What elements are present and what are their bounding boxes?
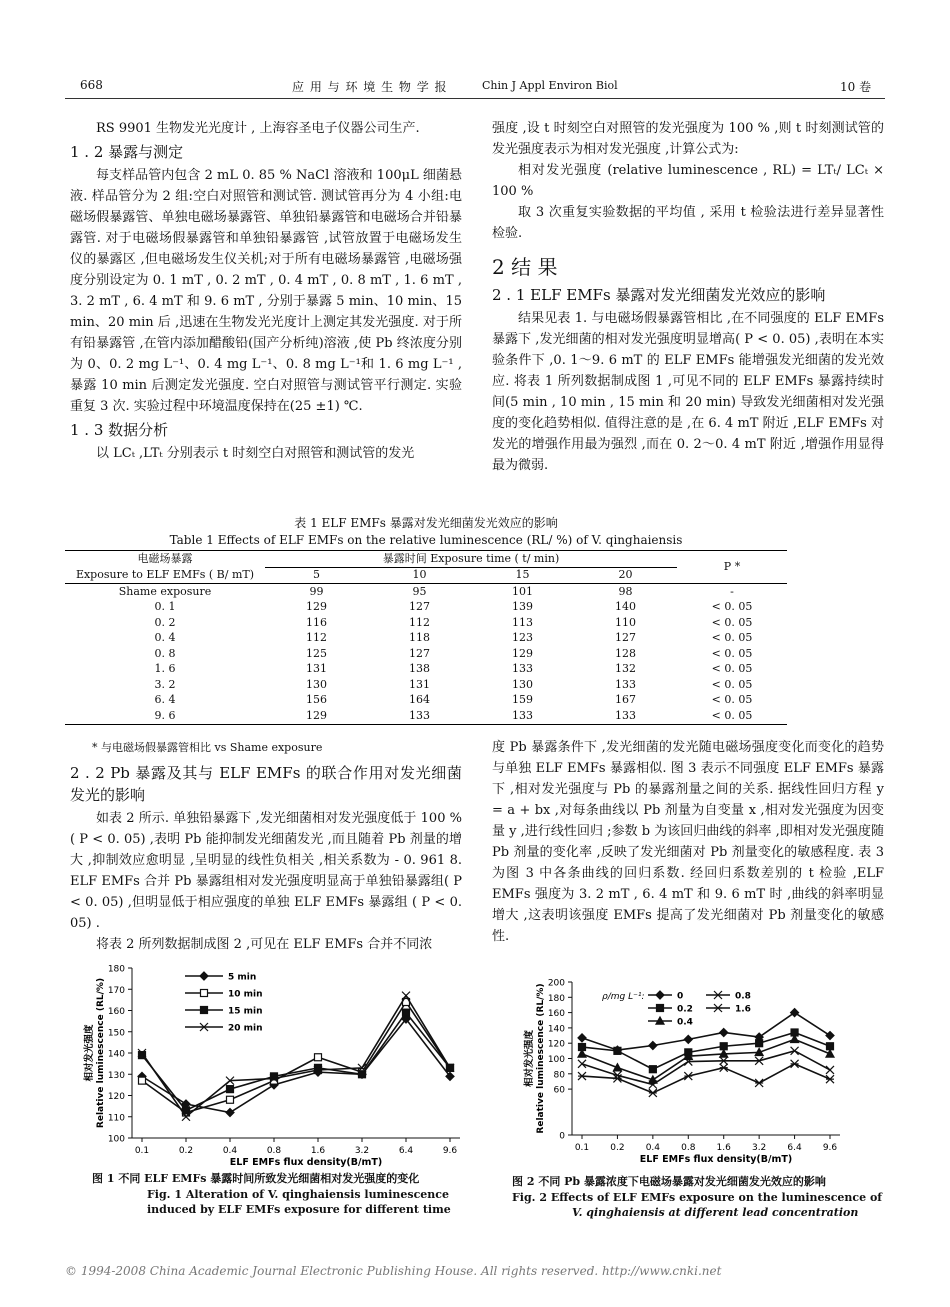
- table-row: [65, 600, 787, 616]
- data-point: [578, 1060, 586, 1068]
- table-cell: 156: [306, 693, 327, 707]
- data-point: [755, 1079, 763, 1087]
- x-tick-label: 0.8: [266, 1146, 282, 1156]
- left-column-lower: [70, 760, 462, 955]
- data-point: [227, 1086, 234, 1093]
- y-tick-label: 140: [107, 1049, 125, 1060]
- y-tick-label: 160: [107, 1007, 125, 1017]
- heading-1-2: 1 . 2 暴露与测定: [70, 143, 184, 161]
- table-cell: 159: [512, 693, 533, 707]
- table-cell: 127: [409, 600, 430, 614]
- table-row: [65, 662, 787, 678]
- figure-2-chart: [524, 970, 890, 1175]
- table-cell: 125: [306, 646, 327, 660]
- legend-item: [185, 972, 256, 983]
- fig1-caption-en-2: induced by ELF EMFs exposure for different time: [147, 1203, 451, 1216]
- x-tick-label: 0.1: [134, 1146, 150, 1156]
- y-tick-label: 100: [107, 1134, 125, 1145]
- data-point: [226, 1109, 234, 1117]
- series-15-min: [139, 1006, 454, 1114]
- table-cell: 3. 2: [154, 677, 176, 691]
- x-tick-label: 9.6: [442, 1146, 458, 1156]
- formula: 相对发光强度 (relative luminescence , RL) = LTₜ/ LCₜ × 100 %: [492, 163, 884, 199]
- table-cell: 130: [512, 677, 533, 691]
- table1-title-cn: 表 1 ELF EMFs 暴露对发光细菌发光效应的影响: [294, 516, 558, 530]
- table-cell: < 0. 05: [711, 677, 753, 691]
- y-axis-label-cn: 相对发光强度: [524, 1029, 535, 1088]
- table-cell: < 0. 05: [711, 693, 753, 707]
- data-point: [649, 1041, 657, 1049]
- legend-item: [185, 1007, 263, 1017]
- data-point: [578, 1034, 586, 1042]
- heading-2-2: 2 . 2 Pb 暴露及其与 ELF EMFs 的联合作用对发光细菌发光的影响: [70, 764, 462, 804]
- fig1-caption-cn: 图 1 不同 ELF EMFs 暴露时间所致发光细菌相对发光强度的变化: [92, 1172, 420, 1185]
- table-cell: 138: [409, 662, 430, 676]
- journal-title-cn: 应 用 与 环 境 生 物 学 报: [292, 80, 448, 94]
- table-cell: < 0. 05: [711, 646, 753, 660]
- table-cell: 101: [512, 584, 533, 598]
- data-point: [826, 1075, 834, 1083]
- y-tick-label: 100: [547, 1055, 565, 1065]
- table1-footnote: * 与电磁场假暴露管相比 vs Shame exposure: [92, 741, 323, 754]
- data-point: [756, 1040, 763, 1047]
- paragraph-exposure: 每支样品管内包含 2 mL 0. 85 % NaCl 溶液和 100μL 细菌悬液. 样品管分为 2 组:空白对照管和测试管. 测试管再分为 4 小组:电磁场假暴露管、单独电磁场暴露管、单独铅暴露管和电磁场合并铅暴露管. 对于电磁场假暴露管和单独铅暴露管 ,试管放置于电磁场发生仪的暴露区 ,但电磁场发生仪关机;对于所有电磁场暴露管 ,电磁场强度分别设定为 0. 1 mT , 0. 2 mT , 0. 4 mT , 0. 8 mT , 1. 6 mT , 3. 2 mT , 6. 4 mT 和 9. 6 mT , 分别于暴露 5 min、10 min、15 min、20 min 后 ,迅速在生物发光光度计上测定其发光强度. 对于所有铅暴露管 ,在管内添加醋酸铅(国产分析纯)溶液 ,使 Pb 终浓度分别为 0、0. 2 mg L⁻¹、0. 4 mg L⁻¹、0. 8 mg L⁻¹和 1. 6 mg L⁻¹ ,暴露 10 min 后测定发光强度. 空白对照管与测试管平行测定. 实验重复 3 次. 实验过程中环境温度保持在(25 ±1) ℃.: [70, 168, 462, 414]
- data-point: [201, 1007, 208, 1014]
- heading-2-results: 2 结 果: [492, 255, 558, 279]
- table-row: [65, 584, 787, 600]
- paragraph-continued: 强度 ,设 t 时刻空白对照管的发光强度为 100 % ,则 t 时刻测试管的发光强度表示为相对发光强度 ,计算公式为:: [492, 121, 884, 157]
- x-tick-label: 0.4: [645, 1143, 661, 1153]
- heading-2-1: 2 . 1 ELF EMFs 暴露对发光细菌发光效应的影响: [492, 286, 826, 304]
- table-cell: 128: [615, 646, 636, 660]
- table-cell: -: [730, 584, 734, 598]
- copyright-footer: © 1994-2008 China Academic Journal Electronic Publishing House. All rights reserved. http://www.cnki.net: [65, 1264, 722, 1278]
- table-cell: 116: [306, 615, 327, 629]
- right-column-lower: [492, 737, 884, 947]
- table-cell: 140: [615, 600, 636, 614]
- fig1-caption-en-1: Fig. 1 Alteration of V. qinghaiensis luminescence: [147, 1188, 449, 1201]
- table-cell: 0. 8: [154, 646, 176, 660]
- data-point: [578, 1072, 586, 1080]
- table-cell: 0. 2: [154, 615, 176, 629]
- y-axis-label-cn: 相对发光强度: [84, 1024, 95, 1082]
- paragraph-ttest: 取 3 次重复实验数据的平均值 , 采用 t 检验法进行差异显著性检验.: [492, 205, 884, 241]
- time-col: 15: [515, 568, 530, 582]
- data-point: [826, 1066, 834, 1074]
- data-point: [720, 1028, 728, 1036]
- p-header: P *: [723, 560, 741, 573]
- table1-title-en: Table 1 Effects of ELF EMFs on the relative luminescence (RL/ %) of V. qinghaiensis: [169, 533, 683, 547]
- x-tick-label: 9.6: [822, 1143, 838, 1153]
- legend-item: [648, 991, 683, 1002]
- y-tick-label: 120: [547, 1039, 565, 1050]
- y-tick-label: 150: [107, 1028, 125, 1039]
- table-cell: 0. 4: [154, 631, 176, 645]
- fig2-caption-en-2: V. qinghaiensis at different lead concentration: [572, 1206, 859, 1219]
- table-cell: 123: [512, 631, 533, 645]
- data-point: [200, 972, 208, 980]
- legend-label: 0.2: [677, 1004, 693, 1015]
- table1-body: [65, 584, 787, 725]
- legend-label: 20 min: [228, 1023, 263, 1034]
- data-point: [614, 1047, 621, 1054]
- col-group-cn: 电磁场暴露: [137, 552, 193, 565]
- x-tick-label: 3.2: [751, 1143, 767, 1153]
- x-tick-label: 0.4: [222, 1146, 238, 1156]
- x-tick-label: 0.2: [610, 1143, 625, 1153]
- data-point: [720, 1064, 728, 1072]
- table-cell: 6. 4: [154, 693, 176, 707]
- table-cell: < 0. 05: [711, 662, 753, 676]
- x-tick-label: 1.6: [716, 1143, 731, 1153]
- table-cell: 112: [409, 615, 430, 629]
- legend-item: [648, 1017, 693, 1028]
- y-tick-label: 110: [107, 1113, 125, 1124]
- x-tick-label: 6.4: [398, 1146, 414, 1156]
- paragraph-results: 结果见表 1. 与电磁场假暴露管相比 ,在不同强度的 ELF EMFs 暴露下 ,发光细菌的相对发光强度明显增高( P < 0. 05) ,表明在本实验条件下 ,0. 1～9. 6 mT 的 ELF EMFs 能增强发光细菌的发光效应. 将表 1 所列数据制成图 1 ,可见不同的 ELF EMFs 暴露持续时间(5 min , 10 min , 15 min 和 20 min) 导致发光细菌相对发光强度的变化趋势相似. 值得注意的是 ,在 6. 4 mT 附近 ,ELF EMFs 对发光的增强作用最为强烈 ,而在 0. 2～0. 4 mT 附近 ,增强作用显得最为微弱.: [492, 311, 884, 473]
- y-tick-label: 140: [547, 1024, 565, 1035]
- legend-label: 10 min: [228, 989, 263, 1000]
- data-point: [649, 1066, 656, 1073]
- table-cell: 98: [618, 584, 633, 598]
- data-point: [791, 1060, 799, 1068]
- table-cell: 99: [309, 584, 324, 598]
- y-tick-label: 180: [107, 964, 125, 975]
- data-point: [139, 1077, 146, 1084]
- series-line: [142, 1019, 450, 1113]
- table-cell: 110: [615, 615, 636, 629]
- y-tick-label: 0: [559, 1131, 565, 1142]
- legend-item: [706, 1004, 751, 1015]
- y-tick-label: 200: [547, 978, 565, 989]
- page-number: 668: [80, 78, 103, 92]
- table-cell: 133: [512, 708, 533, 722]
- table-cell: 130: [306, 677, 327, 691]
- col-group-en: Exposure to ELF EMFs ( B/ mT): [75, 568, 255, 581]
- table-cell: 0. 1: [154, 600, 176, 614]
- table-cell: < 0. 05: [711, 600, 753, 614]
- y-tick-label: 80: [553, 1070, 565, 1081]
- table-cell: 133: [615, 677, 636, 691]
- table-row: [65, 646, 787, 662]
- data-point: [657, 1005, 664, 1012]
- table-cell: 131: [409, 677, 430, 691]
- table-row: [65, 693, 787, 709]
- paragraph-device: RS 9901 生物发光光度计 , 上海容圣电子仪器公司生产.: [96, 121, 420, 136]
- figure-1-chart: [70, 960, 470, 1170]
- y-axis-label-en: Relative luminescence (RL/%): [96, 977, 106, 1129]
- x-tick-label: 0.8: [681, 1143, 696, 1153]
- journal-title-en: Chin J Appl Environ Biol: [482, 79, 618, 92]
- table-cell: 9. 6: [154, 708, 176, 722]
- table-cell: 133: [615, 708, 636, 722]
- table-cell: Shame exposure: [118, 584, 212, 598]
- data-point: [714, 1004, 722, 1012]
- table-1: [65, 550, 787, 725]
- x-tick-label: 0.1: [574, 1143, 590, 1153]
- table-cell: 113: [512, 615, 533, 629]
- table-cell: 129: [512, 646, 533, 660]
- left-column: [70, 118, 462, 464]
- series-5-min: [138, 1015, 454, 1117]
- legend-item: [648, 1005, 693, 1015]
- data-point: [403, 1009, 410, 1016]
- table-cell: 127: [409, 646, 430, 660]
- y-tick-label: 130: [107, 1070, 125, 1081]
- table-cell: 118: [409, 631, 430, 645]
- paragraph-table2: 如表 2 所示. 单独铅暴露下 ,发光细菌相对发光强度低于 100 % ( P < 0. 05) ,表明 Pb 能抑制发光细菌发光 ,而且随着 Pb 剂量的增大 ,抑制效应愈明显 ,呈明显的线性负相关 ,相关系数为 - 0. 961 8. ELF EMFs 合并 Pb 暴露组相对发光强度明显高于单独铅暴露组( P < 0. 05) ,但明显低于相应强度的单独 ELF EMFs 暴露组 ( P < 0. 05) .: [70, 811, 462, 931]
- fig2-caption-cn: 图 2 不同 Pb 暴露浓度下电磁场暴露对发光细菌发光效应的影响: [512, 1175, 826, 1188]
- legend-label: 0: [677, 991, 684, 1002]
- time-col: 20: [618, 568, 633, 582]
- paragraph-fig2: 将表 2 所列数据制成图 2 ,可见在 ELF EMFs 合并不同浓: [96, 937, 433, 952]
- table-cell: 131: [306, 662, 327, 676]
- data-point: [649, 1089, 657, 1097]
- right-column: [492, 118, 884, 476]
- table-cell: 127: [615, 631, 636, 645]
- table-cell: 112: [306, 631, 327, 645]
- table-cell: 139: [512, 600, 533, 614]
- table-row: [65, 615, 787, 631]
- heading-1-3: 1 . 3 数据分析: [70, 421, 169, 439]
- data-point: [684, 1072, 692, 1080]
- table-cell: 164: [409, 693, 430, 707]
- y-axis-label-en: Relative luminescence (RL/%): [536, 983, 546, 1134]
- table-cell: < 0. 05: [711, 615, 753, 629]
- time-col: 10: [412, 568, 427, 582]
- table-cell: 129: [306, 708, 327, 722]
- x-axis-label: ELF EMFs flux density(B/mT): [639, 1154, 793, 1165]
- table-cell: < 0. 05: [711, 708, 753, 722]
- y-tick-label: 60: [553, 1085, 565, 1096]
- y-tick-label: 160: [547, 1009, 565, 1020]
- y-tick-label: 180: [547, 993, 565, 1004]
- x-axis-label: ELF EMFs flux density(B/mT): [229, 1157, 383, 1168]
- legend-label: 0.8: [735, 991, 751, 1002]
- legend-label: 5 min: [228, 972, 257, 983]
- x-tick-label: 0.2: [178, 1146, 194, 1156]
- paragraph-continued-2: 度 Pb 暴露条件下 ,发光细菌的发光随电磁场强度变化而变化的趋势与单独 ELF EMFs 暴露相似. 图 3 表示不同强度 ELF EMFs 暴露下 ,相对发光强度与 Pb 的暴露剂量之间的关系. 据线性回归方程 y = a + bx ,对每条曲线以 Pb 剂量为自变量 x ,相对发光强度为因变量 y ,进行线性回归 ;参数 b 为该回归曲线的斜率 ,即相对发光强度随 Pb 剂量的变化率 ,反映了发光细菌对 Pb 剂量变化的敏感程度. 表 3 为图 3 中各条曲线的回归系数. 经回归系数差别的 t 检验 ,ELF EMFs 强度为 3. 2 mT , 6. 4 mT 和 9. 6 mT 时 ,曲线的斜率明显增大 ,这表明该强度 EMFs 提高了发光细菌对 Pb 剂量变化的敏感性.: [492, 740, 884, 944]
- legend-item: [185, 990, 263, 1000]
- data-point: [227, 1096, 234, 1103]
- table-cell: 1. 6: [154, 662, 176, 676]
- legend-title: ρ/mg L⁻¹:: [602, 992, 645, 1002]
- y-tick-label: 120: [107, 1092, 125, 1102]
- table-cell: 132: [615, 662, 636, 676]
- legend-item: [185, 1023, 263, 1034]
- legend-label: 0.4: [677, 1017, 693, 1028]
- y-tick-label: 170: [107, 985, 125, 996]
- x-tick-label: 1.6: [310, 1146, 326, 1156]
- paragraph-analysis: 以 LCₜ ,LTₜ 分别表示 t 时刻空白对照管和测试管的发光: [96, 446, 415, 461]
- table-cell: 167: [615, 693, 636, 707]
- legend-label: 15 min: [228, 1006, 263, 1017]
- legend-item: [706, 991, 751, 1002]
- table-cell: 133: [512, 662, 533, 676]
- data-point: [359, 1071, 366, 1078]
- table-cell: 133: [409, 708, 430, 722]
- data-point: [826, 1032, 834, 1040]
- table-row: [65, 631, 787, 647]
- table-cell: 95: [412, 584, 427, 598]
- time-col: 5: [313, 568, 320, 582]
- header-rule: [65, 98, 885, 99]
- table-row: [65, 677, 787, 693]
- time-header: 暴露时间 Exposure time ( t/ min): [265, 551, 677, 568]
- table-row: [65, 708, 787, 724]
- fig2-caption-en-1: Fig. 2 Effects of ELF EMFs exposure on the luminescence of: [512, 1191, 883, 1204]
- table-cell: 129: [306, 600, 327, 614]
- table-cell: < 0. 05: [711, 631, 753, 645]
- data-point: [201, 990, 208, 997]
- legend-label: 1.6: [735, 1004, 751, 1015]
- volume: 10 卷: [840, 80, 872, 94]
- data-point: [684, 1035, 692, 1043]
- x-tick-label: 6.4: [787, 1143, 802, 1153]
- data-point: [315, 1054, 322, 1061]
- x-tick-label: 3.2: [354, 1146, 370, 1156]
- data-point: [656, 991, 664, 999]
